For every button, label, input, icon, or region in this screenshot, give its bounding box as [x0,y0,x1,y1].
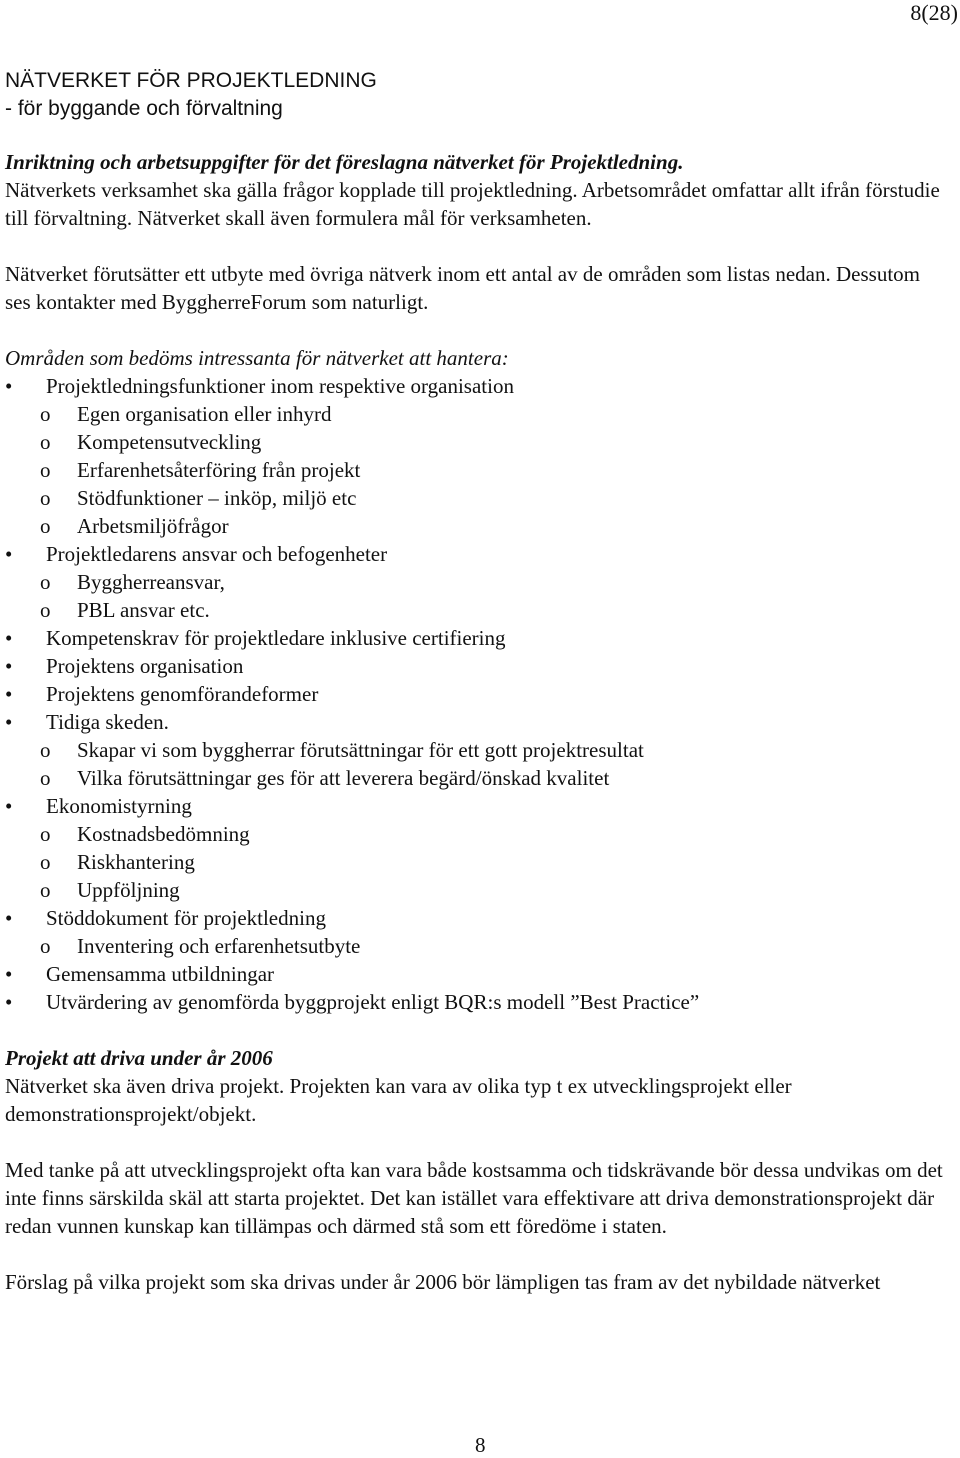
spacer [5,232,950,260]
circle-bullet-icon: o [40,822,51,846]
spacer [5,1240,950,1268]
bullet-item [5,904,950,932]
list-item-text: Gemensamma utbildningar [46,962,275,986]
bullet-item [5,652,950,680]
sub-bullet-item [5,932,950,960]
list-item-text: Erfarenhetsåterföring från projekt [77,458,361,482]
circle-bullet-icon: o [40,738,51,762]
circle-bullet-icon: o [40,458,51,482]
paragraph-verksamhet: Nätverkets verksamhet ska gälla frågor kopplade till projektledning. Arbetsområdet omfattar allt ifrån förstudie till förvaltning. Nätverket skall även formulera mål för verksamheten. [5,178,940,230]
list-item-text: Projektens organisation [46,654,244,678]
list-item-text: Kompetenskrav för projektledare inklusive certifiering [46,626,506,650]
bullet-icon: • [5,654,13,678]
bullet-icon: • [5,682,13,706]
bullet-icon: • [5,626,13,650]
paragraph-forslag: Förslag på vilka projekt som ska drivas under år 2006 bör lämpligen tas fram av det nybildade nätverket [5,1270,881,1294]
bullet-icon: • [5,794,13,818]
spacer [5,1016,950,1044]
bullet-item [5,792,950,820]
bullet-icon: • [5,906,13,930]
list-item-text: Uppföljning [77,878,180,902]
footer-page-number: 8 [475,1433,486,1457]
sub-bullet-item [5,820,950,848]
section-heading-projekt: Projekt att driva under år 2006 [5,1046,273,1070]
document-title: NÄTVERKET FÖR PROJEKTLEDNING [5,69,377,92]
list-item-text: Inventering och erfarenhetsutbyte [77,934,361,958]
bullet-icon: • [5,990,13,1014]
paragraph-driva-projekt: Nätverket ska även driva projekt. Projekten kan vara av olika typ t ex utvecklingsprojekt eller demonstrationsprojekt/objekt. [5,1074,792,1126]
spacer [5,124,950,148]
list-item-text: Kompetensutveckling [77,430,262,454]
bullet-item [5,372,950,400]
bullet-icon: • [5,962,13,986]
sub-bullet-item [5,596,950,624]
list-item-text: Kostnadsbedömning [77,822,250,846]
sub-bullet-item [5,484,950,512]
sub-bullet-item [5,456,950,484]
sub-bullet-item [5,512,950,540]
list-item-text: Skapar vi som byggherrar förutsättningar för ett gott projektresultat [77,738,644,762]
list-item-text: Stöddokument för projektledning [46,906,326,930]
bullet-item [5,960,950,988]
list-item-text: Arbetsmiljöfrågor [77,514,229,538]
bullet-item [5,988,950,1016]
circle-bullet-icon: o [40,850,51,874]
bullet-item [5,708,950,736]
sub-bullet-item [5,848,950,876]
list-item-text: Byggherreansvar, [77,570,225,594]
list-item-text: Ekonomistyrning [46,794,192,818]
circle-bullet-icon: o [40,514,51,538]
circle-bullet-icon: o [40,402,51,426]
circle-bullet-icon: o [40,570,51,594]
list-item-text: Projektledningsfunktioner inom respektive organisation [46,374,514,398]
list-item-text: Utvärdering av genomförda byggprojekt enligt BQR:s modell ”Best Practice” [46,990,700,1014]
sub-bullet-item [5,736,950,764]
list-item-text: Vilka förutsättningar ges för att leverera begärd/önskad kvalitet [77,766,610,790]
section-heading-inriktning: Inriktning och arbetsuppgifter för det föreslagna nätverket för Projektledning. [5,150,684,174]
sub-bullet-item [5,400,950,428]
bullet-item [5,540,950,568]
areas-list [5,372,950,1016]
bullet-icon: • [5,374,13,398]
page-count-label: 8(28) [910,0,958,25]
circle-bullet-icon: o [40,934,51,958]
sub-bullet-item [5,876,950,904]
bullet-item [5,680,950,708]
circle-bullet-icon: o [40,598,51,622]
list-item-text: Egen organisation eller inhyrd [77,402,332,426]
circle-bullet-icon: o [40,766,51,790]
paragraph-utvecklingsprojekt: Med tanke på att utvecklingsprojekt ofta kan vara både kostsamma och tidskrävande bör dessa undvikas om det inte finns särskilda skäl att starta projektet. Det kan istället vara effektivare att driva demonstrationsprojekt där redan vunnen kunskap kan tillämpas och därmed stå som ett föredöme i staten. [5,1158,943,1238]
spacer [5,316,950,344]
areas-intro: Områden som bedöms intressanta för nätverket att hantera: [5,346,509,370]
sub-bullet-item [5,428,950,456]
spacer [5,1128,950,1156]
paragraph-utbyte: Nätverket förutsätter ett utbyte med övriga nätverk inom ett antal av de områden som listas nedan. Dessutom ses kontakter med ByggherreForum som naturligt. [5,262,920,314]
sub-bullet-item [5,764,950,792]
list-item-text: PBL ansvar etc. [77,598,210,622]
circle-bullet-icon: o [40,486,51,510]
circle-bullet-icon: o [40,878,51,902]
list-item-text: Projektledarens ansvar och befogenheter [46,542,388,566]
list-item-text: Projektens genomförandeformer [46,682,319,706]
bullet-icon: • [5,710,13,734]
bullet-icon: • [5,542,13,566]
sub-bullet-item [5,568,950,596]
list-item-text: Tidiga skeden. [46,710,169,734]
document-subtitle: - för byggande och förvaltning [5,97,283,120]
list-item-text: Riskhantering [77,850,195,874]
list-item-text: Stödfunktioner – inköp, miljö etc [77,486,357,510]
document-body [5,66,950,1296]
circle-bullet-icon: o [40,430,51,454]
bullet-item [5,624,950,652]
